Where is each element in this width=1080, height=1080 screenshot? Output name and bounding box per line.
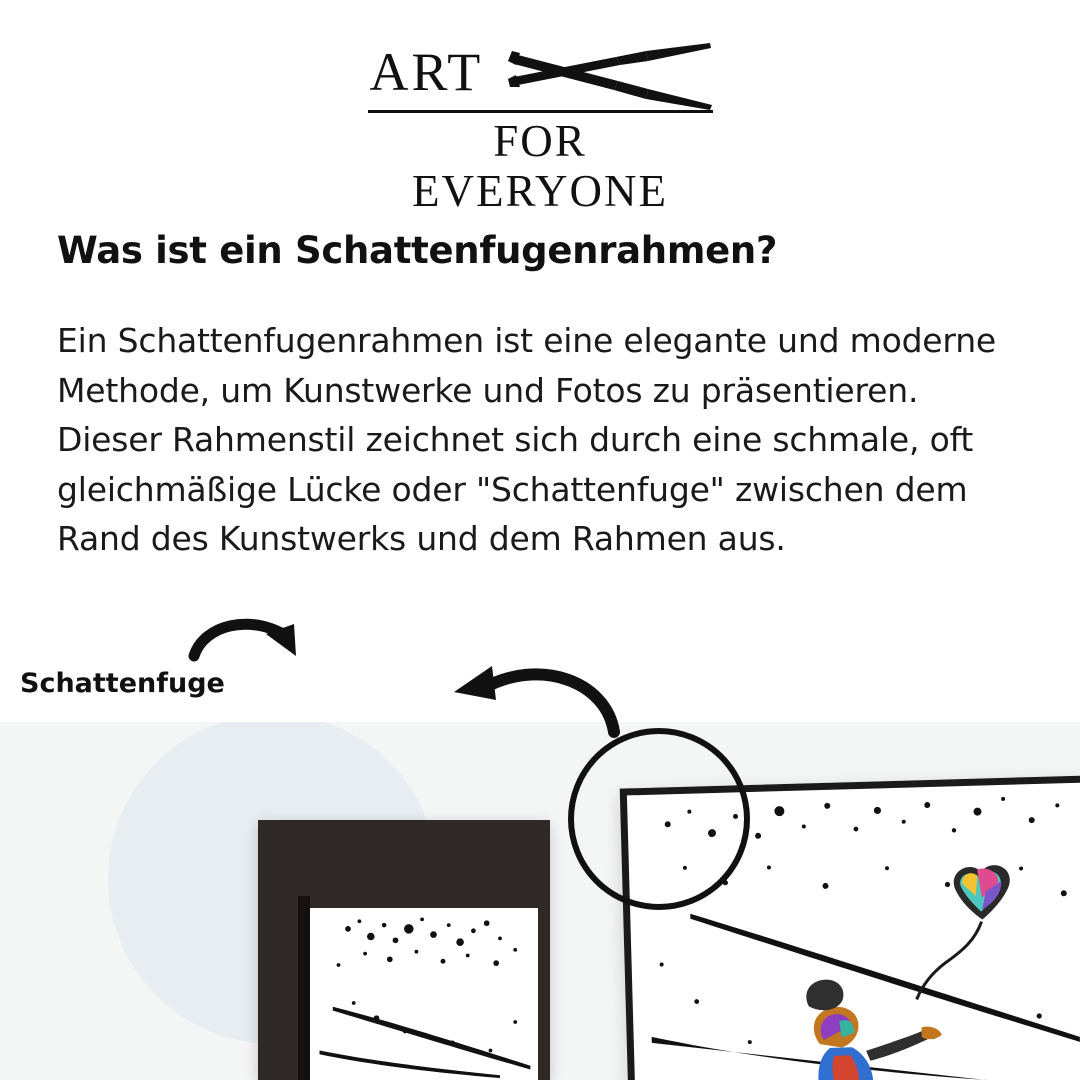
splatter-artwork-left <box>310 908 538 1079</box>
brand-divider <box>368 110 713 113</box>
left-artwork-canvas <box>310 908 538 1080</box>
dark-wood-frame <box>258 820 550 1080</box>
brand-line-2: FOR EVERYONE <box>412 116 668 216</box>
page-title: Was ist ein Schattenfugenrahmen? <box>57 228 778 272</box>
brand-line-1: ART <box>369 42 484 102</box>
crossed-paintbrushes-icon <box>496 37 716 115</box>
gap-label: Schattenfuge <box>20 668 225 699</box>
shadow-gap-strip <box>298 896 310 1080</box>
brand-logo <box>0 34 1080 216</box>
curved-arrow-down-right-icon <box>188 612 318 692</box>
body-paragraph: Ein Schattenfugenrahmen ist eine elegante und moderne Methode, um Kunstwerke und Fotos zu präsentieren. Dieser Rahmenstil zeichnet sich durch eine schmale, oft gleichmäßige Lücke oder "Schattenfuge" zwischen dem Rand des Kunstwerks und dem Rahmen aus. <box>57 321 997 558</box>
circle-highlight-icon <box>568 728 750 910</box>
brand-logo-inner <box>368 39 713 216</box>
product-photo <box>0 722 1080 1080</box>
curved-arrow-down-left-icon <box>440 654 620 750</box>
